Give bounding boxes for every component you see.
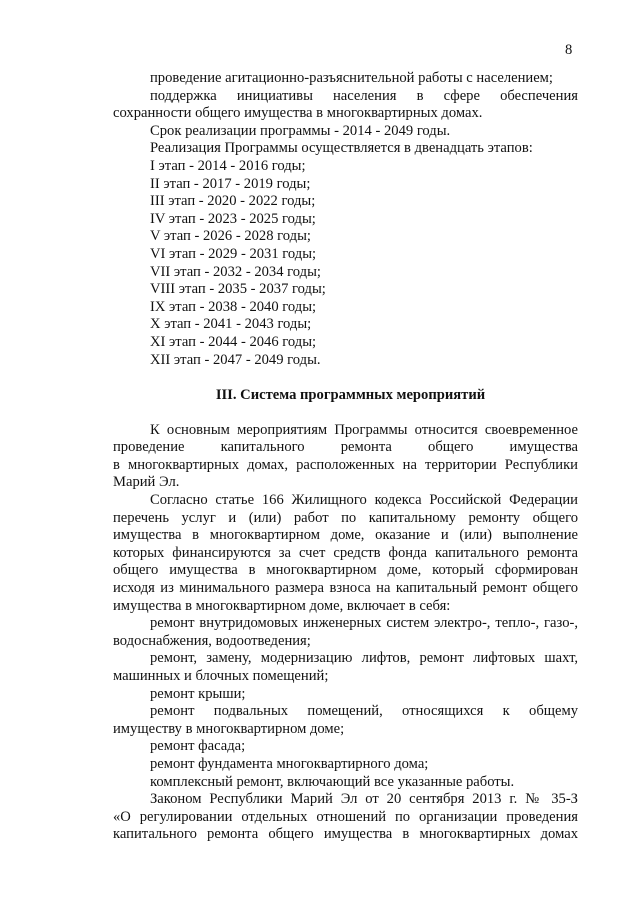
text-line: Реализация Программы осуществляется в двенадцать этапов: (150, 140, 533, 157)
stage-item: I этап - 2014 - 2016 годы; (150, 157, 306, 174)
text-line: машинных и блочных помещений; (113, 668, 329, 684)
section-heading: III. Система программных мероприятий (215, 387, 486, 404)
stage-item: VII этап - 2032 - 2034 годы; (150, 263, 321, 280)
page-number: 8 (565, 42, 573, 58)
text-line: имущества в многоквартирном доме, оказание и (или) выполнение (113, 527, 578, 544)
text-line: в многоквартирных домах, расположенных на территории Республики (113, 456, 578, 473)
text-line: Срок реализации программы - 2014 - 2049 годы. (150, 122, 451, 139)
text-line: исходя из минимального размера взноса на капитальный ремонт общего (113, 580, 578, 597)
text-line: имущества в многоквартирном доме, включает в себя: (113, 597, 451, 614)
stage-item: II этап - 2017 - 2019 годы; (150, 175, 311, 192)
text-line: Марий Эл. (113, 474, 180, 491)
text-line: которых финансируются за счет средств фонда капитального ремонта (113, 544, 578, 561)
section-paragraphs (113, 422, 578, 844)
text-line: проведение капитального ремонта общего имущества (113, 439, 578, 456)
text-line: ремонт внутридомовых инженерных систем электро-, тепло-, газо-, (150, 615, 578, 632)
stage-item: X этап - 2041 - 2043 годы; (150, 316, 312, 333)
text-line: «О регулировании отдельных отношений по организации проведения (113, 808, 578, 825)
text-line: перечень услуг и (или) работ по капитальному ремонту общего (113, 509, 578, 526)
text-line: сохранности общего имущества в многоквартирных домах. (113, 105, 483, 122)
intro-paragraphs (113, 70, 578, 158)
stage-item: IV этап - 2023 - 2025 годы; (150, 210, 316, 227)
text-line: водоснабжения, водоотведения; (113, 632, 311, 649)
text-line: ремонт фасада; (150, 738, 246, 755)
text-line: имуществу в многоквартирном доме; (113, 720, 345, 737)
text-line: ремонт подвальных помещений, относящихся к общему (150, 703, 578, 720)
stage-item: VIII этап - 2035 - 2037 годы; (150, 281, 326, 298)
document-body (113, 70, 578, 844)
text-line: Согласно статье 166 Жилищного кодекса Российской Федерации (150, 492, 578, 509)
text-line: ремонт крыши; (150, 685, 246, 702)
text-line: Законом Республики Марий Эл от 20 сентября 2013 г. № 35-З (150, 791, 578, 808)
stage-item: XII этап - 2047 - 2049 годы. (150, 351, 321, 368)
text-line: поддержка инициативы населения в сфере обеспечения (150, 87, 578, 104)
text-line: К основным мероприятиям Программы относится своевременное (150, 421, 578, 438)
text-line: комплексный ремонт, включающий все указанные работы. (150, 773, 515, 790)
stage-item: III этап - 2020 - 2022 годы; (150, 193, 316, 210)
stage-list (113, 158, 578, 369)
stage-item: IX этап - 2038 - 2040 годы; (150, 298, 317, 315)
text-line: капитального ремонта общего имущества в многоквартирных домах (113, 826, 578, 843)
stage-item: V этап - 2026 - 2028 годы; (150, 228, 311, 245)
text-line: проведение агитационно-разъяснительной работы с населением; (150, 70, 553, 86)
text-line: ремонт фундамента многоквартирного дома; (150, 755, 429, 772)
text-line: общего имущества в многоквартирном доме, который сформирован (113, 562, 578, 579)
stage-item: XI этап - 2044 - 2046 годы; (150, 333, 317, 350)
text-line: ремонт, замену, модернизацию лифтов, ремонт лифтовых шахт, (150, 650, 578, 667)
stage-item: VI этап - 2029 - 2031 годы; (150, 245, 317, 262)
